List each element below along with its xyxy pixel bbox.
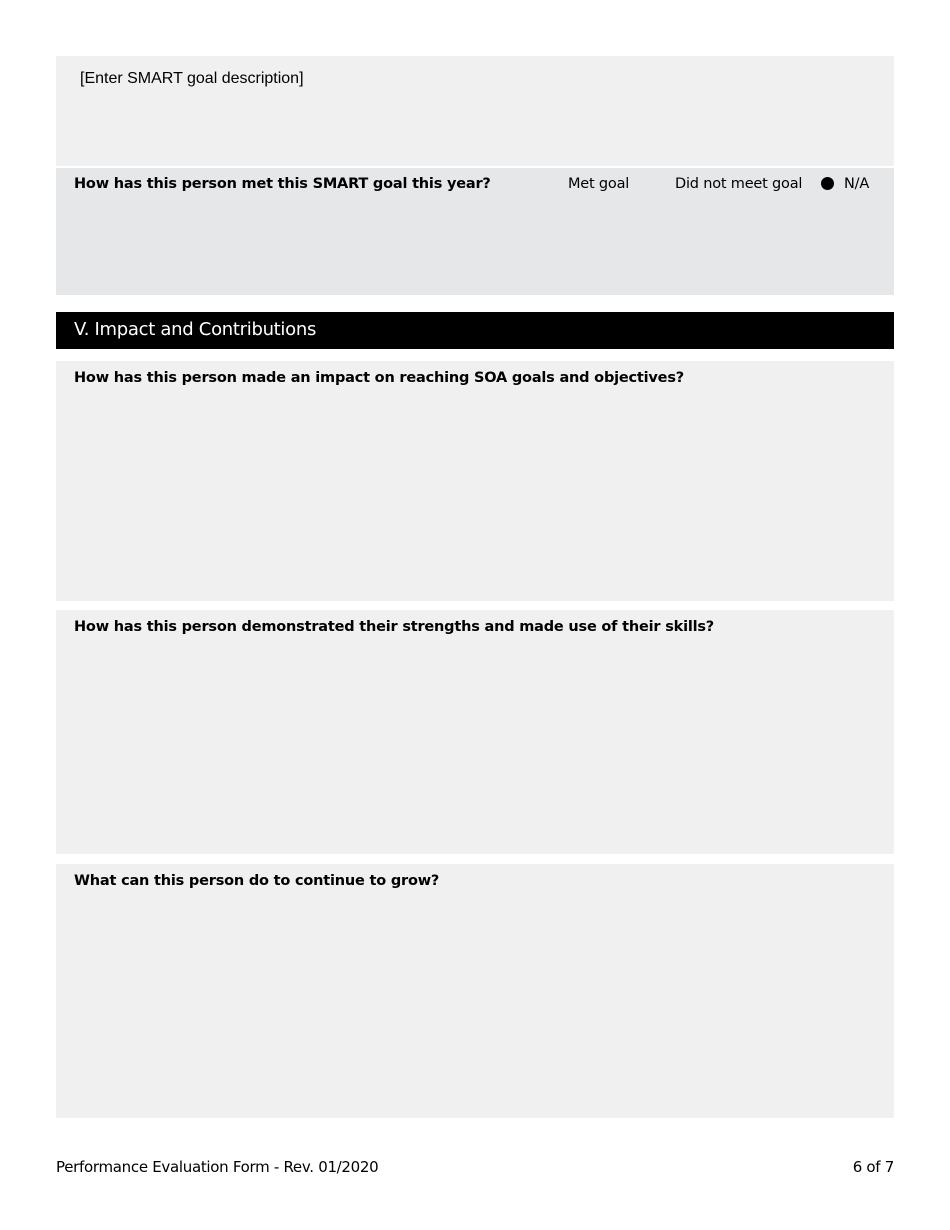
growth-question: What can this person do to continue to grow? <box>74 873 440 889</box>
radio-met-goal-label: Met goal <box>568 176 630 192</box>
radio-selected-icon <box>821 177 834 190</box>
radio-na-label: N/A <box>844 176 870 192</box>
impact-response-field[interactable] <box>56 361 894 601</box>
footer-page-number: 6 of 7 <box>852 1158 894 1176</box>
strengths-response-field[interactable] <box>56 610 894 854</box>
radio-na[interactable] <box>821 176 869 192</box>
section-header <box>56 312 894 349</box>
smart-goal-evaluation-panel <box>56 168 894 295</box>
section-title: V. Impact and Contributions <box>74 319 317 340</box>
footer-form-name: Performance Evaluation Form - Rev. 01/2020 <box>56 1158 379 1176</box>
radio-did-not-meet-goal[interactable] <box>675 176 802 192</box>
impact-question: How has this person made an impact on reaching SOA goals and objectives? <box>74 370 684 386</box>
strengths-question: How has this person demonstrated their strengths and made use of their skills? <box>74 619 715 635</box>
radio-did-not-meet-goal-label: Did not meet goal <box>675 176 803 192</box>
smart-goal-description-field[interactable] <box>56 56 894 166</box>
radio-met-goal[interactable] <box>568 176 629 192</box>
smart-goal-description-text[interactable]: [Enter SMART goal description] <box>80 70 304 87</box>
smart-goal-question: How has this person met this SMART goal this year? <box>74 176 491 192</box>
growth-response-field[interactable] <box>56 864 894 1118</box>
